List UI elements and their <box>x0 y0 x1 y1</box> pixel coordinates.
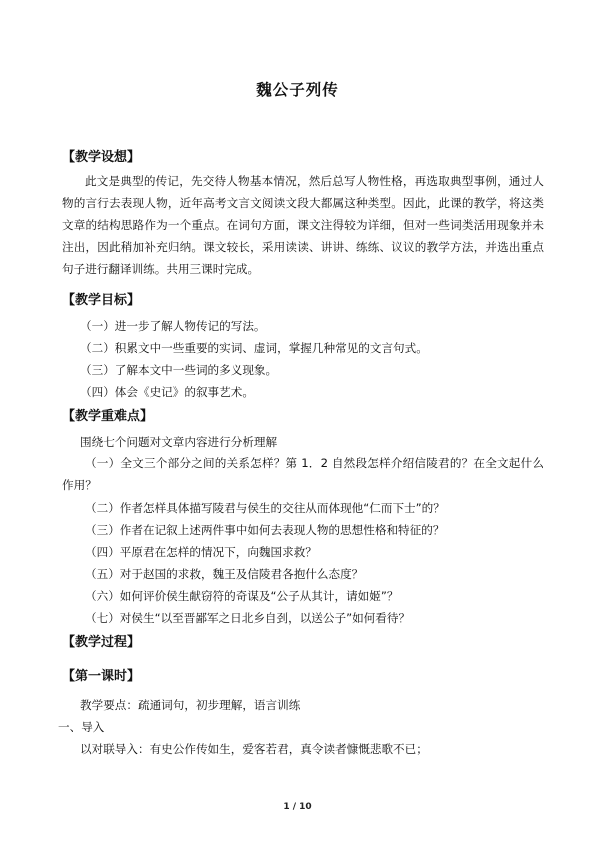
goal-item: （一）进一步了解人物传记的写法。 <box>80 319 266 333</box>
goal-item: （二）积累文中一些重要的实词、虚词，掌握几种常见的文言句式。 <box>80 341 428 355</box>
key-point-item: （七）对侯生“以至晋鄙军之日北乡自刭，以送公子”如何看待？ <box>85 611 411 625</box>
key-points-intro: 围绕七个问题对文章内容进行分析理解 <box>80 435 278 449</box>
section-heading-goals: 【教学目标】 <box>62 293 141 308</box>
section-heading-process: 【教学过程】 <box>62 635 141 650</box>
lesson1-step: 一、导入 <box>58 720 105 734</box>
key-point-item: （六）如何评价侯生献窃符的奇谋及“公子从其计，请如姬”？ <box>85 589 399 603</box>
key-point-item: （二）作者怎样具体描写陵君与侯生的交往从而体现他“仁而下士”的？ <box>85 501 445 515</box>
page-number: 1 / 10 <box>283 802 312 812</box>
section-heading-design: 【教学设想】 <box>62 150 141 165</box>
goal-item: （三）了解本文中一些词的多义现象。 <box>80 363 278 377</box>
key-point-item: （三）作者在记叙上述两件事中如何去表现人物的思想性格和特征的？ <box>85 523 445 537</box>
goal-item: （四）体会《史记》的叙事艺术。 <box>80 385 254 399</box>
key-point-item: （五）对于赵国的求救，魏王及信陵君各抱什么态度？ <box>85 567 364 581</box>
design-paragraph: 此文是典型的传记，先交待人物基本情况，然后总写人物性格，再选取典型事例，通过人物的言行去表现人物，近年高考文言文阅读文段大都属这种类型。因此，此课的教学，将这类文章的结构思路作为一个重点。在词句方面，课文注得较为详细，但对一些词类活用现象并未注出，因此稍加补充归纳。课文较长，采用读读、讲讲、练练、议议的教学方法，并选出重点句子进行翻译训练。共用三课时完成。 <box>62 174 544 276</box>
lesson1-intro-text: 以对联导入：有史公作传如生，爱客若君，真令读者慷慨悲歌不已； <box>80 742 428 756</box>
page-title: 魏公子列传 <box>256 81 339 99</box>
key-point-item: （四）平原君在怎样的情况下，向魏国求救？ <box>85 545 317 559</box>
lesson1-points: 教学要点：疏通词句，初步理解，语言训练 <box>80 698 301 712</box>
section-heading-lesson1: 【第一课时】 <box>62 669 141 684</box>
section-heading-key-points: 【教学重难点】 <box>62 409 154 424</box>
key-point-item: （一）全文三个部分之间的关系怎样？第 1．2 自然段怎样介绍信陵君的？在全文起什么作用？ <box>62 456 544 492</box>
